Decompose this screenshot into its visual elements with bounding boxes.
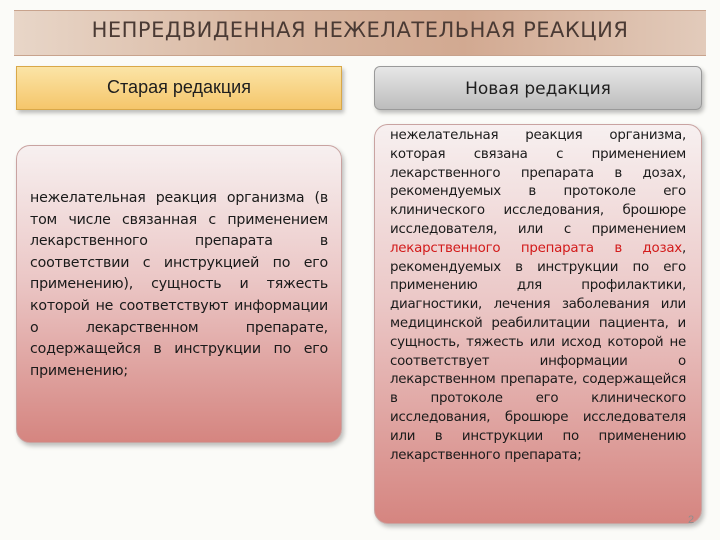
page-number: 2 (688, 514, 695, 526)
new-edition-header: Новая редакция (374, 66, 702, 110)
new-edition-highlight: лекарственного препарата в дозах (390, 240, 682, 256)
new-edition-text-end: , рекомендуемых в инструкции по его применению для профилактики, диагностики, лечения заболевания или медицинской реабилитации пациента, и сущность, тяжесть или исход которой не соответствует информации о лекарственном препарате, содержащейся в протоколе его клинического исследования, брошюре исследователя или в инструкции по применению лекарственного препарата; (390, 240, 686, 463)
old-edition-header: Старая редакция (16, 66, 342, 110)
old-edition-text: нежелательная реакция организма (в том числе связанная с применением лекарственного препарата в соответствии с инструкцией по его применению), сущность и тяжесть которой не соответствуют информации о лекарственном препарате, содержащейся в инструкции по его применению; (30, 190, 328, 379)
slide-title: НЕПРЕДВИДЕННАЯ НЕЖЕЛАТЕЛЬНАЯ РЕАКЦИЯ (91, 18, 629, 42)
new-edition-text (390, 127, 686, 465)
new-edition-text-start: нежелательная реакция организма, которая связана с применением лекарственного препарата в дозах, рекомендуемых в протоколе его клинического исследования, брошюре исследователя, или с применением (390, 128, 686, 237)
